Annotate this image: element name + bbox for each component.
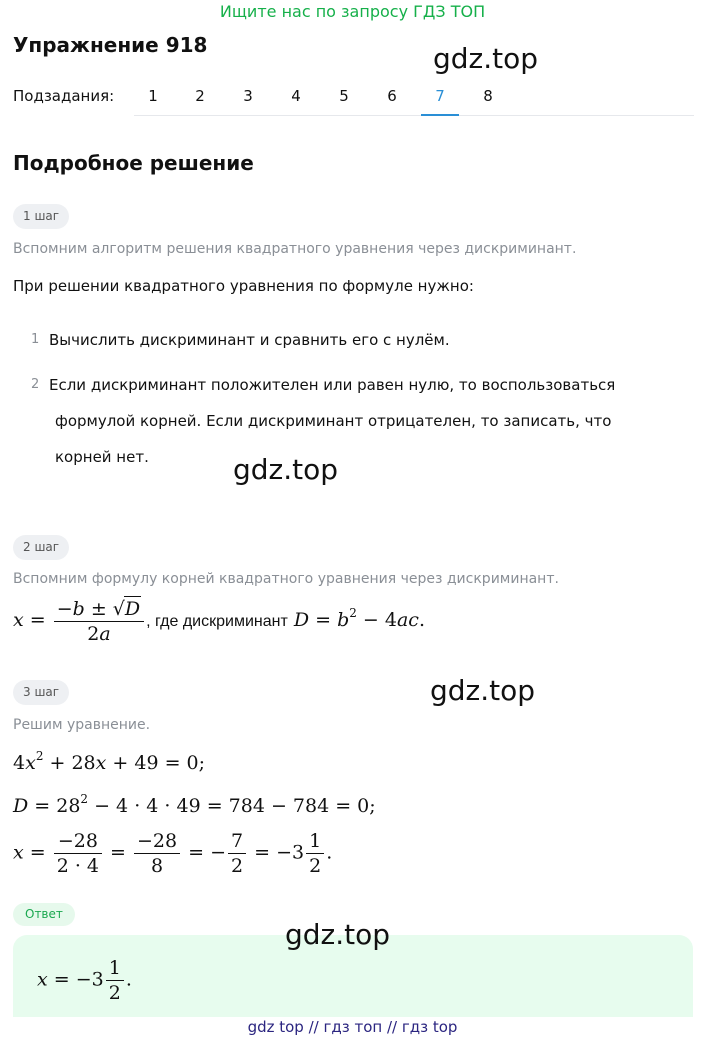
list-item: Вычислить дискриминант и сравнить его с нулём. [49, 331, 450, 349]
step-badge: 3 шаг [13, 680, 69, 705]
subtask-tab-3[interactable]: 3 [243, 87, 253, 105]
subtasks-nav [134, 78, 694, 116]
watermark: gdz.top [430, 674, 536, 707]
answer-value: x = −3 $\frac{1}{2}$ . [37, 957, 132, 1004]
watermark: gdz.top [433, 42, 539, 75]
subtask-tab-1[interactable]: 1 [148, 87, 158, 105]
page-title: Упражнение 918 [13, 33, 208, 57]
step-hint: Вспомним алгоритм решения квадратного уравнения через дискриминант. [13, 241, 577, 257]
root-line: x = $\frac{-28}{2 \cdot 4}$ = $\frac{-28}{8}$ = − $\frac{7}{2}$ = −3 $\frac{1}{2}$ . [13, 830, 333, 877]
step-hint: Вспомним формулу корней квадратного уравнения через дискриминант. [13, 571, 559, 587]
section-title: Подробное решение [13, 151, 254, 175]
list-number: 2 [31, 377, 40, 392]
watermark: gdz.top [233, 453, 339, 486]
formula-text: , где дискриминант [146, 613, 288, 630]
equation-line: $4x^2 + 28x + 49 = 0$; [13, 749, 206, 774]
list-item-continuation: корней нет. [55, 448, 149, 466]
watermark: gdz.top [285, 918, 391, 951]
subtask-tab-8[interactable]: 8 [483, 87, 493, 105]
list-number: 1 [31, 332, 40, 347]
step-badge: 2 шаг [13, 535, 69, 560]
subtask-tab-7[interactable]: 7 [421, 78, 459, 116]
footer-links[interactable]: gdz top // гдз топ // гдз top [247, 1018, 458, 1036]
subtask-tab-2[interactable]: 2 [195, 87, 205, 105]
step-badge: 1 шаг [13, 204, 69, 229]
root-formula: x = $\frac{-b \pm √D}{2a}$ , где дискриминант $D = b^2 - 4ac$. [13, 598, 425, 645]
subtask-tab-5[interactable]: 5 [339, 87, 349, 105]
subtask-tab-4[interactable]: 4 [291, 87, 301, 105]
step-text: При решении квадратного уравнения по формуле нужно: [13, 277, 474, 295]
discriminant-line: $D = 28^2 - 4 \cdot 4 \cdot 49 = 784 - 784 = 0$; [13, 792, 376, 817]
search-banner: Ищите нас по запросу ГДЗ ТОП [219, 2, 486, 21]
step-hint: Решим уравнение. [13, 717, 151, 733]
list-item: Если дискриминант положителен или равен нулю, то воспользоваться [49, 376, 616, 394]
list-item-continuation: формулой корней. Если дискриминант отрицателен, то записать, что [55, 412, 612, 430]
subtask-tab-6[interactable]: 6 [387, 87, 397, 105]
subtasks-label: Подзадания: [13, 87, 115, 105]
answer-badge: Ответ [13, 903, 75, 926]
